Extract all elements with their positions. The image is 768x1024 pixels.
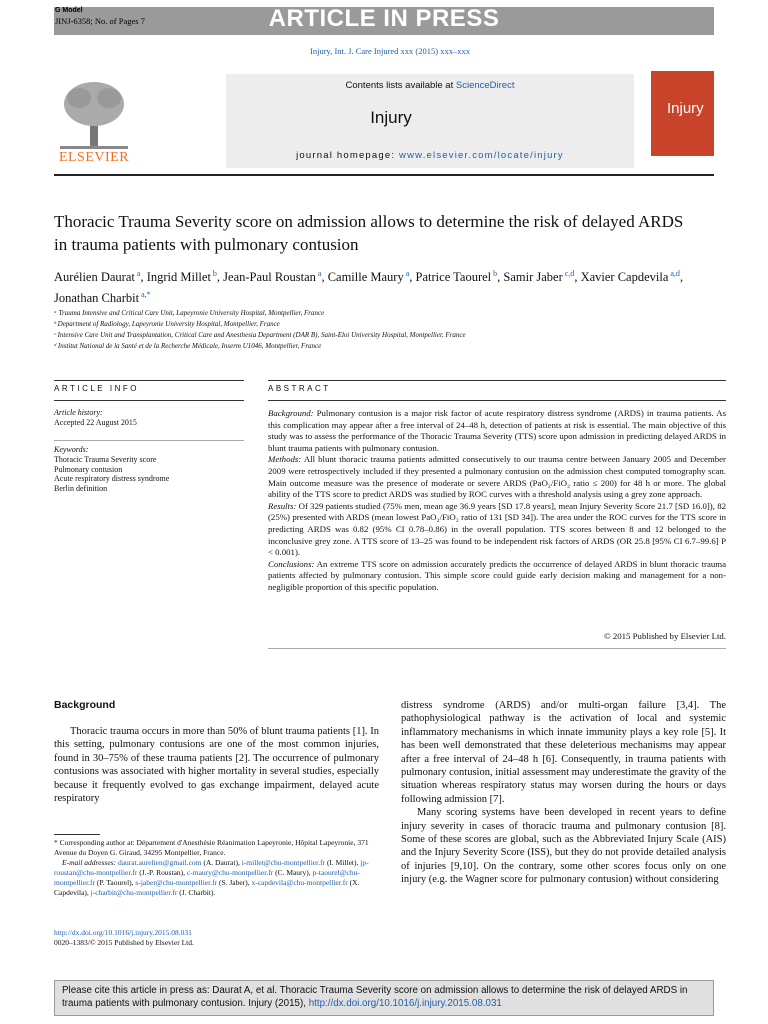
author-name: Jonathan Charbit [54, 291, 140, 306]
email-link[interactable]: daurat.aurelien@gmail.com [117, 858, 202, 867]
article-info-heading: ARTICLE INFO [54, 384, 139, 393]
author-separator: , [679, 270, 684, 285]
abstract-results-label: Results: [268, 500, 297, 511]
author-name: Patrice Taourel [415, 270, 492, 285]
email-link[interactable]: x-capdevila@chu-montpellier.fr [251, 878, 348, 887]
corresponding-author-note: * Corresponding author at: Département d'Anesthésie Réanimation Lapeyronie, Hôpital Lapeyronie, 371 Avenue du Doyen G. Giraud, 34295 Montpellier, France. [54, 838, 369, 857]
cite-this-article-text [62, 985, 712, 1010]
body-right-column [401, 699, 726, 887]
email-link[interactable]: jp-roustan@chu-montpellier.fr [54, 858, 369, 877]
keyword-item: Pulmonary contusion [54, 464, 123, 474]
journal-code: JINJ-6358; No. of Pages 7 [55, 16, 145, 26]
doi-block [54, 928, 384, 948]
abstract-background: Pulmonary contusion is a major risk factor of acute respiratory distress syndrome (ARDS) in trauma patients. As this complication may appear after a free interval of 24–48 h, detection of patients at risk is essential. The main objective of this study was to assess the performance of the Thoracic Trauma Severity (TTS) score upon admission in predicting delayed ARDS in blunt trauma patients with pulmonary contusion. [268, 408, 726, 453]
keywords-rule [54, 440, 244, 441]
journal-citation-line[interactable]: Injury, Int. J. Care Injured xxx (2015) xxx–xxx [310, 46, 470, 56]
email-owner: (X. Capdevila), [54, 878, 360, 897]
author-affiliation-marker[interactable]: c,d [562, 269, 575, 278]
author-affiliation-marker[interactable]: b [491, 269, 498, 278]
abstract-conclusions-label: Conclusions: [268, 558, 315, 569]
email-owner: (I. Millet), [325, 858, 361, 867]
doi-link[interactable]: http://dx.doi.org/10.1016/j.injury.2015.08.031 [54, 928, 192, 937]
author-separator: , [497, 270, 504, 285]
body-left-column [54, 725, 379, 805]
keyword-list [54, 455, 169, 493]
abstract-methods: All blunt thoracic trauma patients admitted consecutively to our trauma centre between January 2005 and December 2009 were retrospectively included if they presented a pulmonary contusion on the admission chest computed tomography scan. Main outcome measure was the presence of moderate or severe ARDS (PaO₂/FiO₂ ratio ≤ 200) for 48 h or more. The global ability of the TTS score to predict ARDS was studied by ROC curves with a threshold analysis using a grey zone approach. [268, 454, 726, 500]
homepage-prefix: journal homepage: [296, 150, 400, 161]
footnote-rule [54, 834, 100, 835]
author-name: Aurélien Daurat [54, 270, 135, 285]
author-affiliation-marker[interactable]: a,d [668, 269, 680, 278]
contents-line [226, 80, 634, 91]
email-owner: (S. Jaber), [217, 878, 252, 887]
email-label: E-mail addresses: [62, 858, 118, 867]
footnotes [54, 838, 384, 898]
homepage-link[interactable]: www.elsevier.com/locate/injury [399, 150, 564, 161]
author-separator: , [574, 270, 581, 285]
contents-prefix: Contents lists available at [345, 80, 456, 91]
author-name: Xavier Capdevila [580, 270, 669, 285]
abstract-body [268, 408, 726, 594]
author-affiliation-marker[interactable]: a,* [139, 290, 151, 300]
article-title: Thoracic Trauma Severity score on admission allows to determine the risk of delayed ARDS in trauma patients with pulmonary contusion [54, 212, 684, 254]
email-owner: (J.-P. Roustan), [137, 868, 187, 877]
author-name: Camille Maury [327, 270, 404, 285]
email-link[interactable]: c-maury@chu-montpellier.fr [186, 868, 274, 877]
abstract-conclusions: An extreme TTS score on admission accurately predicts the occurrence of delayed ARDS in blunt thoracic trauma patients affected by pulmonary contusion. This simple score could guide early decision making and management for a non-negligible proportion of this specific population. [268, 558, 726, 592]
author-name: Ingrid Millet [146, 270, 211, 285]
author-name: Samir Jaber [503, 270, 563, 285]
g-model-label: G Model [55, 7, 83, 14]
email-addresses [54, 858, 384, 898]
body-paragraph: distress syndrome (ARDS) and/or multi-organ failure [3,4]. The pathophysiological pathway is the activation of local and systemic inflammatory mechanisms in which innate immunity plays a key role [5]. It has been well demonstrated that these deleterious mechanisms may appear after a free interval of 24–48 h [6]. Consequently, in trauma patients with pulmonary contusion, initial assessment may underestimate the gravity of the situation whereas respiratory status may worsen during the hours or days following admission [7]. [401, 700, 726, 805]
email-owner: (P. Taourel), [95, 878, 136, 887]
email-owner: (C. Maury), [273, 868, 313, 877]
article-info-rule [54, 380, 244, 381]
affiliations [54, 308, 694, 352]
abstract-rule-2 [268, 400, 726, 401]
cite-text: Please cite this article in press as: Daurat A, et al. Thoracic Trauma Severity score on admission allows to determine the risk of delayed ARDS in trauma patients with pulmonary contusion. Injury (2015), [62, 985, 688, 1009]
section-heading-background: Background [54, 699, 116, 711]
author-affiliation-marker[interactable]: a [403, 269, 410, 278]
abstract-copyright: © 2015 Published by Elsevier Ltd. [603, 631, 726, 641]
cover-title: Injury [667, 100, 704, 117]
body-paragraph: Thoracic trauma occurs in more than 50% of blunt trauma patients [1]. In this setting, pulmonary contusions are one of the most common injuries, found in 30–75% of these trauma patients [2]. The occurrence of pulmonary contusions was associated with higher mortality in several studies, especially because it frequently evolved to gas exchange impairment, delayed acute respiratory [54, 726, 379, 805]
email-owner: (J. Charbit). [177, 888, 216, 897]
email-link[interactable]: i-millet@chu-montpellier.fr [241, 858, 326, 867]
abstract-heading: ABSTRACT [268, 384, 331, 393]
email-link[interactable]: p-taourel@chu-montpellier.fr [54, 868, 360, 887]
affiliation-line: ᶜ Intensive Care Unit and Transplantation, Critical Care and Anesthesia Department (DAR B), Saint-Eloi University Hospital, Montpellier, France [54, 331, 466, 339]
abstract-methods-label: Methods: [268, 454, 302, 465]
keyword-item: Thoracic Trauma Severity score [54, 455, 157, 464]
author-separator: , [140, 270, 147, 285]
email-link[interactable]: j-charbit@chu-montpellier.fr [90, 888, 178, 897]
author-affiliation-marker[interactable]: b [210, 269, 217, 278]
email-link[interactable]: s-jaber@chu-montpellier.fr [135, 878, 218, 887]
history-label: Article history: [54, 408, 103, 417]
keyword-item: Acute respiratory distress syndrome [54, 474, 170, 483]
keyword-item: Berlin definition [54, 483, 108, 493]
author-separator: , [321, 270, 328, 285]
cite-doi-link[interactable]: http://dx.doi.org/10.1016/j.injury.2015.08.031 [308, 997, 502, 1009]
abstract-rule [268, 380, 726, 381]
email-owner: (A. Daurat), [201, 858, 242, 867]
header-divider [54, 174, 714, 176]
author-separator: , [216, 270, 224, 285]
abstract-bottom-rule [268, 648, 726, 649]
author-list [54, 265, 694, 307]
author-name: Jean-Paul Roustan [223, 270, 316, 285]
affiliation-line: ᵇ Department of Radiology, Lapeyronie University Hospital, Montpellier, France [54, 320, 280, 328]
author-affiliation-marker[interactable]: a [315, 269, 322, 278]
author-separator: , [409, 270, 416, 285]
journal-title: Injury [370, 108, 412, 127]
body-paragraph: Many scoring systems have been developed in recent years to define injury severity in cases of thoracic trauma and pulmonary contusion [8]. Some of these scores are global, such as the Abbreviated Injury Scale (AIS) and the Injury Severity Score (ISS), but they do not provide detailed analysis of injuries [9,10]. On the contrary, some other scores focus only on one injury (e.g. the Wagner score for pulmonary contusion) without considering [401, 807, 726, 886]
author-affiliation-marker[interactable]: a [134, 269, 141, 278]
keywords-label: Keywords: [54, 445, 89, 454]
affiliation-line: ᵃ Trauma Intensive and Critical Care Unit, Lapeyronie University Hospital, Montpellier, France [54, 309, 325, 317]
journal-homepage-line [226, 150, 634, 161]
issn-line: 0020–1383/© 2015 Published by Elsevier Ltd. [54, 938, 194, 947]
abstract-background-label: Background: [268, 408, 314, 418]
article-info-rule-2 [54, 400, 244, 401]
abstract-results: Of 329 patients studied (75% men, mean age 36.9 years [SD 17.8 years], mean Injury Severity Score 21.7 [SD 16.0]), 82 (25%) presented with ARDS (mean lowest PaO₂/FiO₂ ratio of 131 [SD 34]). The area under the ROC curves for the TTS score in predicting ARDS was 0.82 (95% CI 0.78–0.86) in the overall population. TTS scores between 8 and 12 belonged to the inconclusive grey zone. A TTS score of 13–25 was found to be independent risk factors of ARDS (OR 25.8 [95% CI 6.7–99.6] P < 0.001). [268, 500, 726, 558]
elsevier-wordmark: ELSEVIER [58, 150, 130, 165]
article-in-press-title: ARTICLE IN PRESS [268, 5, 500, 32]
affiliation-line: ᵈ Institut National de la Santé et de la Recherche Médicale, Inserm U1046, Montpellier, France [54, 342, 322, 350]
accepted-date: Accepted 22 August 2015 [54, 418, 137, 427]
sciencedirect-link[interactable]: ScienceDirect [455, 80, 515, 91]
